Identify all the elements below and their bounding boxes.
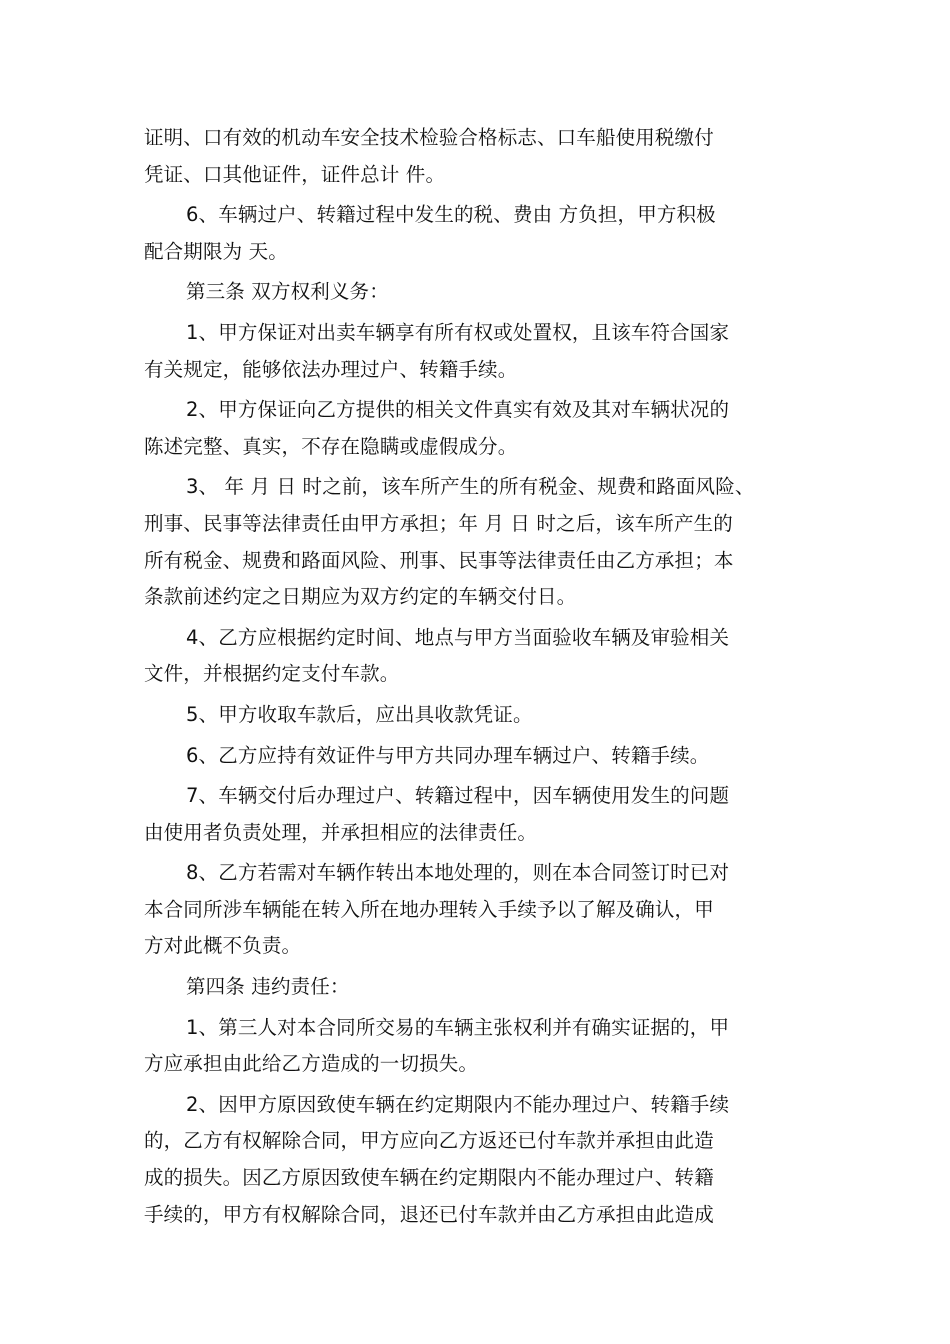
text-line: 2、因甲方原因致使车辆在约定期限内不能办理过户、转籍手续 (186, 1092, 730, 1116)
text-line: 成的损失。因乙方原因致使车辆在约定期限内不能办理过户、转籍 (144, 1166, 714, 1190)
text-line: 条款前述约定之日期应为双方约定的车辆交付日。 (144, 585, 577, 609)
text-line: 有关规定，能够依法办理过户、转籍手续。 (144, 357, 518, 381)
text-line: 本合同所涉车辆能在转入所在地办理转入手续予以了解及确认，甲 (144, 897, 714, 921)
text-line: 由使用者负责处理，并承担相应的法律责任。 (144, 820, 538, 844)
text-line: 4、乙方应根据约定时间、地点与甲方当面验收车辆及审验相关 (186, 625, 730, 649)
text-line: 凭证、口其他证件，证件总计 件。 (144, 162, 446, 186)
text-line: 陈述完整、真实，不存在隐瞒或虚假成分。 (144, 434, 518, 458)
text-line: 2、甲方保证向乙方提供的相关文件真实有效及其对车辆状况的 (186, 398, 730, 422)
text-line: 方对此概不负责。 (144, 934, 302, 958)
text-line: 证明、口有效的机动车安全技术检验合格标志、口车船使用税缴付 (144, 126, 714, 149)
text-line: 刑事、民事等法律责任由甲方承担；年 月 日 时之后，该车所产生的 (144, 511, 733, 535)
text-line: 的，乙方有权解除合同，甲方应向乙方返还已付车款并承担由此造 (144, 1129, 714, 1153)
text-line: 所有税金、规费和路面风险、刑事、民事等法律责任由乙方承担；本 (144, 548, 734, 572)
text-line: 5、甲方收取车款后，应出具收款凭证。 (186, 702, 533, 726)
text-line: 8、乙方若需对车辆作转出本地处理的，则在本合同签订时已对 (186, 861, 730, 885)
text-line: 文件，并根据约定支付车款。 (144, 662, 400, 686)
text-line: 手续的，甲方有权解除合同，退还已付车款并由乙方承担由此造成 (144, 1202, 714, 1226)
text-line: 方应承担由此给乙方造成的一切损失。 (144, 1052, 479, 1076)
text-line: 6、车辆过户、转籍过程中发生的税、费由 方负担，甲方积极 (186, 203, 716, 227)
text-line: 配合期限为 天。 (144, 239, 288, 263)
text-line: 7、车辆交付后办理过户、转籍过程中，因车辆使用发生的问题 (186, 784, 730, 808)
text-line: 1、甲方保证对出卖车辆享有所有权或处置权，且该车符合国家 (186, 320, 730, 344)
section-heading: 第三条 双方权利义务： (186, 280, 389, 304)
section-heading: 第四条 违约责任： (186, 975, 350, 999)
text-line: 6、乙方应持有效证件与甲方共同办理车辆过户、转籍手续。 (186, 743, 710, 767)
contract-text (144, 120, 810, 1233)
text-line: 3、 年 月 日 时之前，该车所产生的所有税金、规费和路面风险、 (186, 475, 755, 499)
text-line: 1、第三人对本合同所交易的车辆主张权利并有确实证据的，甲 (186, 1015, 730, 1039)
